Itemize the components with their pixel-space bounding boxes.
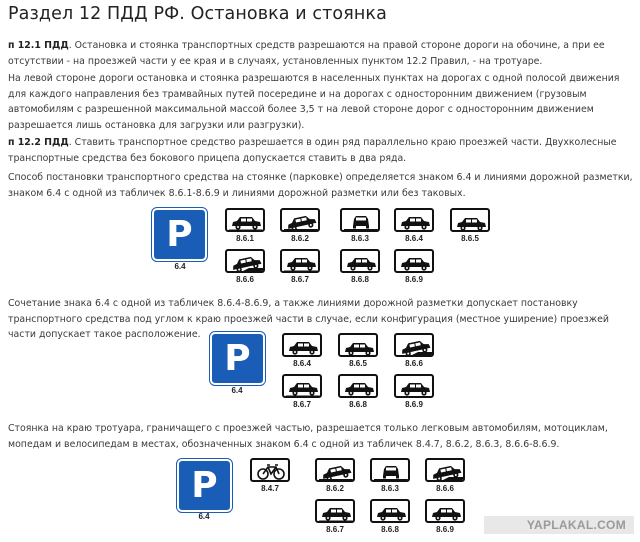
- plate-8-6-1-icon: [225, 208, 265, 232]
- plate-label: 8.6.3: [351, 234, 369, 243]
- plate-8-6-4-icon: [394, 208, 434, 232]
- plate-8-6-8-icon: [370, 499, 410, 523]
- paragraph-text: . Остановка и стоянка транспортных средств разрешаются на правой стороне дороги на обочине, а при ее отсутствии - на проезжей части у ее края и в случаях, установленных пунктом 12.2 Правил, - на тротуаре.: [8, 40, 605, 67]
- plate-8-6-8-icon: [340, 249, 380, 273]
- sign-label: 6.4: [231, 386, 243, 395]
- rule-number: п 12.2 ПДД: [8, 137, 69, 148]
- plate-label: 8.6.2: [326, 484, 344, 493]
- plate-8-6-9-icon: [394, 249, 434, 273]
- paragraph-angle-parking: Сочетание знака 6.4 с одной из табличек 8.6.4-8.6.9, а также линиями дорожной разметки допускает постановку транспортного средства под углом к краю проезжей части в случае, если конфигурация (местное уширение) проезжей части допускает такое расположение.: [8, 298, 609, 341]
- plate-label: 8.6.9: [405, 400, 423, 409]
- plate-8-6-2-icon: [315, 458, 355, 482]
- plate-8-6-9-icon: [425, 499, 465, 523]
- sign-label: 6.4: [198, 512, 210, 521]
- plate-label: 8.6.7: [293, 400, 311, 409]
- paragraph-12-2: [8, 135, 634, 166]
- plate-label: 8.6.5: [461, 234, 479, 243]
- paragraph-text: . Ставить транспортное средство разрешается в один ряд параллельно краю проезжей части. Двухколесные транспортные средства без бокового прицепа допускается ставить в два ряда.: [8, 137, 617, 164]
- plate-label: 8.6.6: [236, 275, 254, 284]
- plate-label: 8.6.3: [381, 484, 399, 493]
- paragraph-left-side: На левой стороне дороги остановка и стоянка разрешаются в населенных пунктах на дорогах с одной полосой движения для каждого направления без трамвайных путей посередине и на дорогах с односторонним движением (грузовым автомобилям с разрешенной максимальной массой более 3,5 т на левой стороне дорог с односторонним движением разрешается лишь остановка для загрузки или разгрузки).: [8, 73, 620, 131]
- sign-label: 6.4: [174, 262, 186, 271]
- plate-8-6-6-icon: [425, 458, 465, 482]
- plate-8-6-7-icon: [315, 499, 355, 523]
- plate-8-6-2-icon: [280, 208, 320, 232]
- plate-8-6-4-icon: [282, 333, 322, 357]
- plate-8-6-6-icon: [394, 333, 434, 357]
- plate-label: 8.4.7: [261, 484, 279, 493]
- plate-label: 8.6.1: [236, 234, 254, 243]
- plate-label: 8.6.6: [436, 484, 454, 493]
- plate-8-6-9-icon: [394, 374, 434, 398]
- plate-8-6-5-icon: [450, 208, 490, 232]
- plate-8-4-7-icon: [250, 458, 290, 482]
- plate-label: 8.6.5: [349, 359, 367, 368]
- paragraph-parking-method: Способ постановки транспортного средства на стоянке (парковке) определяется знаком 6.4 и линиями дорожной разметки, знаком 6.4 с одной из табличек 8.6.1-8.6.9 и линиями дорожной разметки или без таковых.: [8, 172, 633, 199]
- plate-8-6-3-icon: [340, 208, 380, 232]
- plate-label: 8.6.2: [291, 234, 309, 243]
- plate-label: 8.6.8: [349, 400, 367, 409]
- parking-sign-6-4: P: [152, 208, 207, 261]
- plate-label: 8.6.4: [293, 359, 311, 368]
- paragraph-sidewalk-parking: Стоянка на краю тротуара, граничащего с проезжей частью, разрешается только легковым автомобилям, мотоциклам, мопедам и велосипедам в местах, обозначенных знаком 6.4 с одной из табличек 8.4.7, 8.6.2, 8.6.3, 8.6.6-8.6.9.: [8, 423, 608, 450]
- page-title: Раздел 12 ПДД РФ. Остановка и стоянка: [8, 4, 387, 24]
- plate-label: 8.6.6: [405, 359, 423, 368]
- plate-label: 8.6.8: [381, 525, 399, 534]
- plate-8-6-6-icon: [225, 249, 265, 273]
- watermark: YAPLAKAL.COM: [484, 516, 634, 534]
- rule-number: п 12.1 ПДД: [8, 40, 69, 51]
- parking-sign-6-4: P: [210, 332, 265, 385]
- parking-sign-6-4: P: [177, 459, 232, 512]
- plate-label: 8.6.7: [291, 275, 309, 284]
- plate-8-6-5-icon: [338, 333, 378, 357]
- plate-label: 8.6.7: [326, 525, 344, 534]
- plate-8-6-8-icon: [338, 374, 378, 398]
- plate-label: 8.6.8: [351, 275, 369, 284]
- plate-label: 8.6.4: [405, 234, 423, 243]
- plate-8-6-7-icon: [280, 249, 320, 273]
- paragraph-12-1: [8, 38, 634, 69]
- plate-8-6-7-icon: [282, 374, 322, 398]
- plate-label: 8.6.9: [436, 525, 454, 534]
- plate-8-6-3-icon: [370, 458, 410, 482]
- plate-label: 8.6.9: [405, 275, 423, 284]
